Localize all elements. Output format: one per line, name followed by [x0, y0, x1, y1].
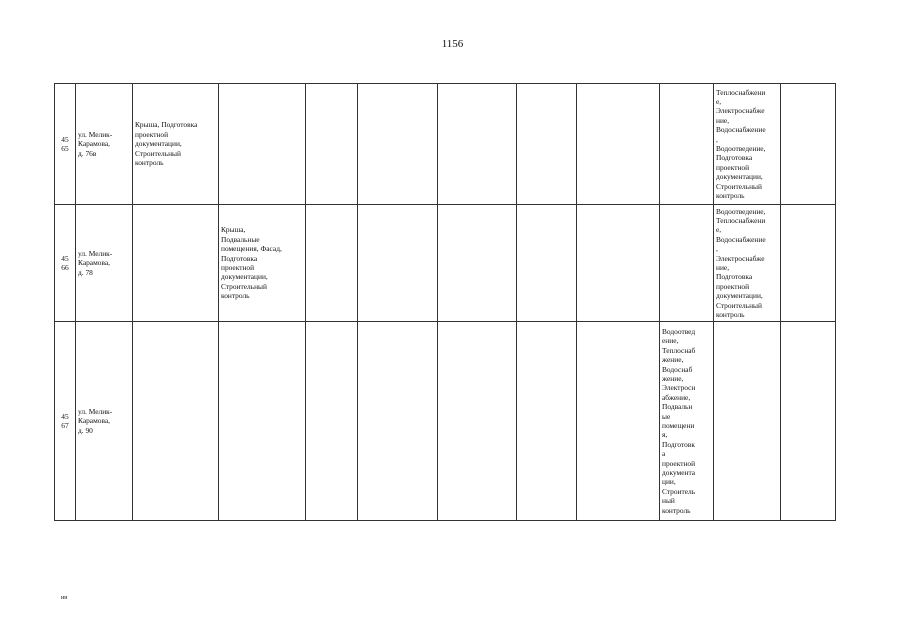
empty-cell — [438, 84, 517, 205]
works-cell-1 — [133, 322, 219, 521]
empty-cell — [306, 322, 358, 521]
empty-cell — [577, 84, 660, 205]
table-row — [55, 322, 836, 521]
empty-cell — [438, 322, 517, 521]
works-cell-2 — [219, 84, 306, 205]
works-table — [54, 83, 836, 521]
works-cell-10: Теплоснабжени е, Электроснабже ние, Водоснабжение , Водоотведение, Подготовка проектной документации, Строительный контроль — [714, 84, 781, 205]
address-cell: ул. Мелик- Карамова, д. 78 — [76, 205, 133, 322]
address-cell: ул. Мелик- Карамова, д. 76в — [76, 84, 133, 205]
works-cell-9 — [660, 205, 714, 322]
empty-cell — [781, 322, 836, 521]
works-cell-1: Крыша, Подготовка проектной документации, Строительный контроль — [133, 84, 219, 205]
empty-cell — [358, 205, 438, 322]
page-number: 1156 — [441, 38, 464, 50]
works-cell-2 — [219, 322, 306, 521]
empty-cell — [577, 322, 660, 521]
works-cell-1 — [133, 205, 219, 322]
row-number: 45 67 — [55, 322, 76, 521]
empty-cell — [517, 205, 577, 322]
works-cell-10: Водоотведение, Теплоснабжени е, Водоснабжение , Электроснабже ние, Подготовка проектной документации, Строительный контроль — [714, 205, 781, 322]
empty-cell — [781, 84, 836, 205]
empty-cell — [517, 84, 577, 205]
works-cell-2: Крыша, Подвальные помещения, Фасад, Подготовка проектной документации, Строительный контроль — [219, 205, 306, 322]
empty-cell — [306, 205, 358, 322]
row-number: 45 65 — [55, 84, 76, 205]
table-row — [55, 205, 836, 322]
row-number: 45 66 — [55, 205, 76, 322]
empty-cell — [306, 84, 358, 205]
empty-cell — [577, 205, 660, 322]
empty-cell — [438, 205, 517, 322]
works-cell-9: Водоотвед ение, Теплоснаб жение, Водоснаб жение, Электросн абжение, Подвальн ые помещени я, Подготовк а проектной документа ции, Строитель ный контроль — [660, 322, 714, 521]
empty-cell — [517, 322, 577, 521]
empty-cell — [781, 205, 836, 322]
empty-cell — [358, 322, 438, 521]
address-cell: ул. Мелик- Карамова, д. 90 — [76, 322, 133, 521]
table-row — [55, 84, 836, 205]
footer-mark: ин — [61, 595, 68, 601]
works-cell-9 — [660, 84, 714, 205]
works-cell-10 — [714, 322, 781, 521]
empty-cell — [358, 84, 438, 205]
